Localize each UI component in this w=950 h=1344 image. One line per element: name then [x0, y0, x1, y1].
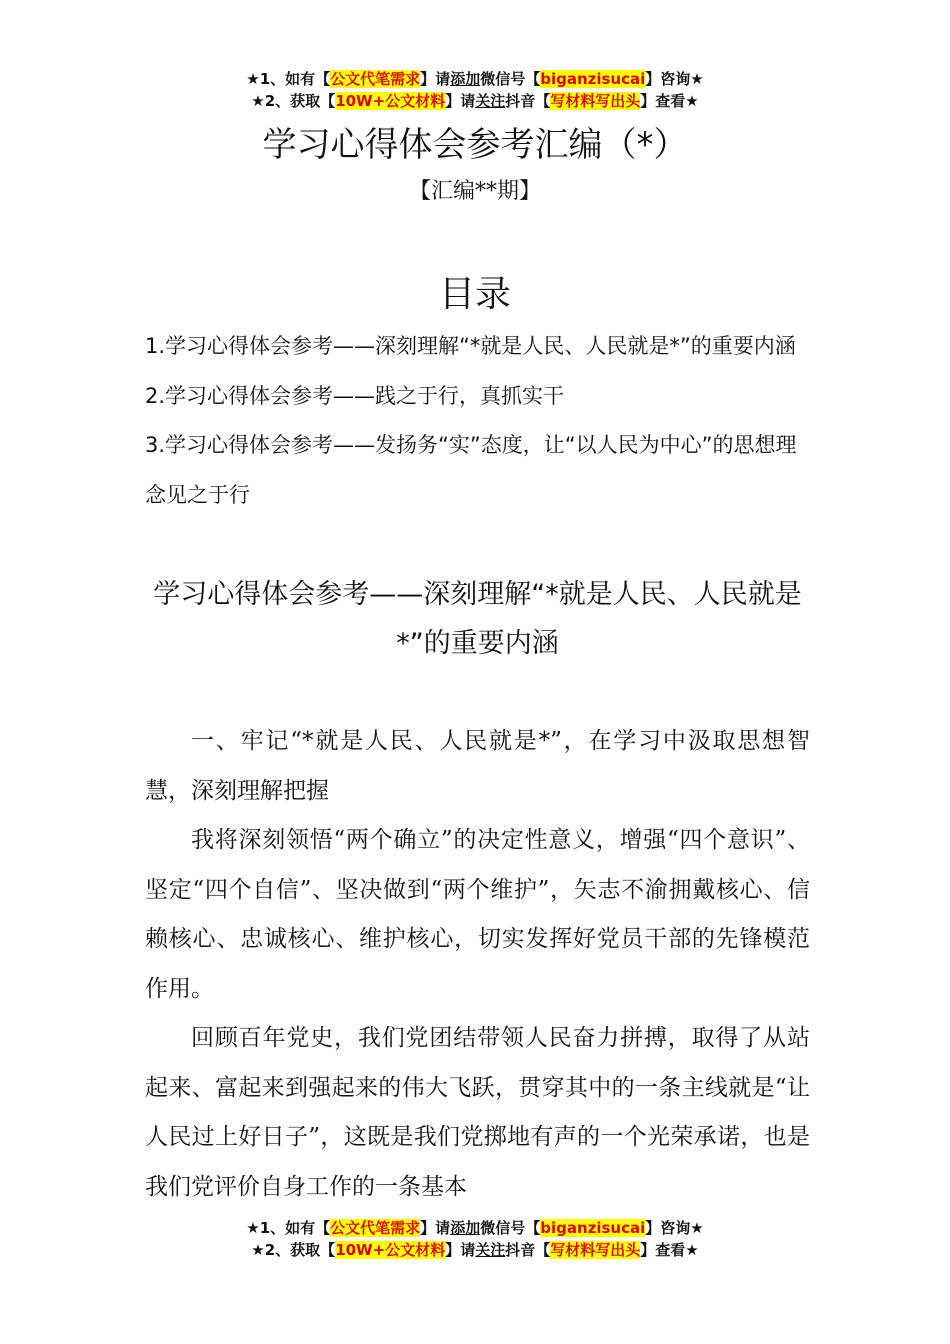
- banner-text: 抖音【: [505, 92, 551, 110]
- toc-item: 1.学习心得体会参考——深刻理解“*就是人民、人民就是*”的重要内涵: [145, 334, 796, 358]
- section-body: [145, 717, 810, 1212]
- banner-text: 】请: [445, 92, 476, 110]
- banner-text: 抖音【: [505, 1241, 551, 1259]
- toc-item: 3.学习心得体会参考——发扬务“实”态度，让“以人民为中心”的思想理念见之于行: [145, 433, 797, 507]
- banner-text: 微信号【: [480, 70, 541, 88]
- issue-label: 【汇编**期】: [408, 179, 541, 204]
- section-title: 学习心得体会参考——深刻理解“*就是人民、人民就是*”的重要内涵: [153, 579, 802, 659]
- toc-heading: 目录: [438, 274, 511, 315]
- body-paragraph: 回顾百年党史，我们党团结带领人民奋力拼搏，取得了从站起来、富起来到强起来的伟大飞跃，贯穿其中的一条主线就是“让人民过上好日子”，这既是我们党掷地有声的一个光荣承诺，也是我们党评价自身工作的一条基本: [145, 1025, 810, 1200]
- banner-text: 】咨询★: [645, 70, 704, 88]
- document-title: 学习心得体会参考汇编（*）: [262, 125, 688, 165]
- toc-item: 2.学习心得体会参考——践之于行，真抓实干: [145, 383, 565, 408]
- banner-highlight: 公文代笔需求: [330, 70, 421, 88]
- banner-text: 微信号【: [480, 1219, 541, 1237]
- banner-wechat-id: biganzisucai: [540, 70, 646, 88]
- banner-text: 】咨询★: [645, 1219, 704, 1237]
- banner-text: 】请: [445, 1241, 476, 1259]
- banner-wechat-id: biganzisucai: [540, 1219, 646, 1237]
- banner-emphasis: 关注: [475, 92, 506, 110]
- banner-line-1: [0, 68, 950, 90]
- body-paragraph: 一、牢记“*就是人民、人民就是*”，在学习中汲取思想智慧，深刻理解把握: [145, 728, 810, 804]
- banner-emphasis: 添加: [450, 1219, 481, 1237]
- banner-text: ★1、如有【: [246, 70, 331, 88]
- body-paragraph: 我将深刻领悟“两个确立”的决定性意义，增强“四个意识”、坚定“四个自信”、坚决做到“两个维护”，矢志不渝拥戴核心、信赖核心、忠诚核心、维护核心，切实发挥好党员干部的先锋模范作用。: [145, 827, 810, 1002]
- banner-douyin-id: 写材料写出头: [550, 92, 641, 110]
- banner-emphasis: 关注: [475, 1241, 506, 1259]
- banner-highlight: 10W+公文材料: [335, 92, 446, 110]
- banner-text: ★2、获取【: [251, 92, 336, 110]
- banner-emphasis: 添加: [450, 70, 481, 88]
- top-banner: [0, 68, 950, 112]
- table-of-contents: [145, 322, 810, 520]
- banner-text: 】请: [420, 70, 451, 88]
- banner-douyin-id: 写材料写出头: [550, 1241, 641, 1259]
- banner-text: ★1、如有【: [246, 1219, 331, 1237]
- banner-line-1: [0, 1217, 950, 1239]
- banner-highlight: 公文代笔需求: [330, 1219, 421, 1237]
- banner-text: 】请: [420, 1219, 451, 1237]
- banner-line-2: [0, 90, 950, 112]
- bottom-banner: [0, 1217, 950, 1261]
- banner-text: 】查看★: [640, 1241, 699, 1259]
- banner-highlight: 10W+公文材料: [335, 1241, 446, 1259]
- banner-line-2: [0, 1239, 950, 1261]
- banner-text: ★2、获取【: [251, 1241, 336, 1259]
- banner-text: 】查看★: [640, 92, 699, 110]
